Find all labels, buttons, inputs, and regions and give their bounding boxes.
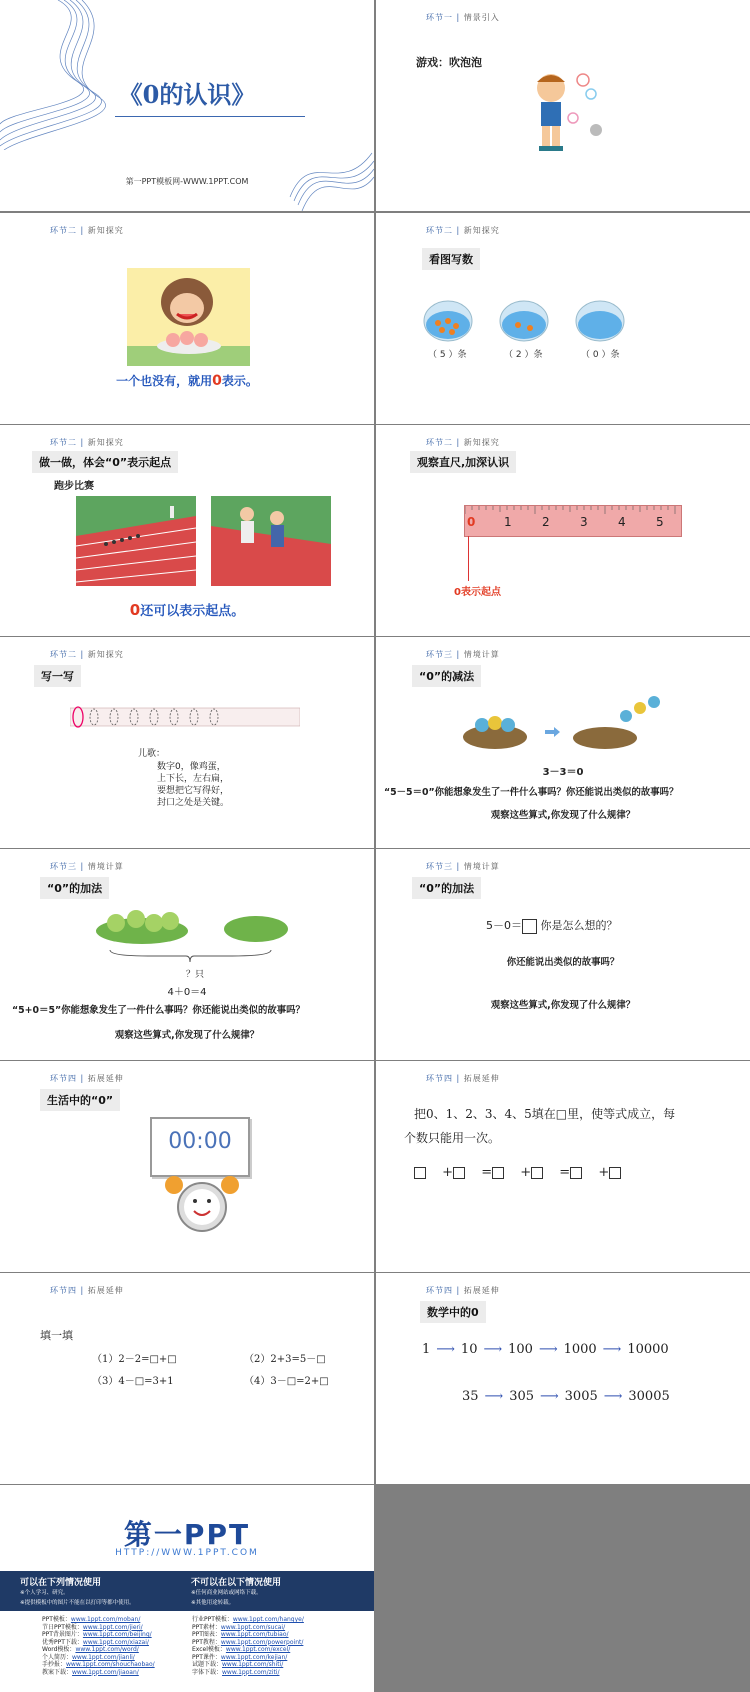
section-tag: 环节四 | 拓展延伸 bbox=[426, 1286, 500, 1295]
slide-10-addition-zero bbox=[376, 849, 750, 1060]
birds-flying-icon bbox=[570, 692, 665, 750]
section-label: “0”的加法 bbox=[40, 877, 109, 899]
bowl-count-3: （ 0 ）条 bbox=[581, 350, 620, 360]
pointer-line bbox=[468, 536, 469, 581]
blank-2[interactable] bbox=[453, 1167, 465, 1179]
game-label: 游戏：吹泡泡 bbox=[416, 56, 482, 69]
link-row[interactable]: 教案下载：www.1ppt.com/jiaoan/ bbox=[42, 1668, 139, 1676]
link-row[interactable]: 行业PPT模板：www.1ppt.com/hangye/ bbox=[192, 1616, 304, 1623]
bird-nest-full-icon bbox=[460, 705, 530, 750]
usage-banner bbox=[0, 1571, 374, 1611]
exercise-title: 填一填 bbox=[40, 1329, 73, 1342]
link-row[interactable]: PPT图表：www.1ppt.com/tubiao/ bbox=[192, 1631, 289, 1638]
bowl-count-1: （ 5 ）条 bbox=[428, 350, 467, 360]
brace-icon bbox=[108, 948, 273, 964]
section-tag: 环节二 | 新知探究 bbox=[50, 438, 124, 447]
section-label: 生活中的“0” bbox=[40, 1089, 120, 1111]
slide-13-fill-in bbox=[0, 1273, 374, 1484]
subtraction-question: “5－5＝0”你能想象发生了一件什么事吗？你还能说出类似的故事吗？ bbox=[384, 787, 679, 798]
link-row[interactable]: 优秀PPT下载：www.1ppt.com/xiazai/ bbox=[42, 1638, 149, 1646]
instruction-line-2: 个数只能用一次。 bbox=[404, 1131, 501, 1145]
slide-8-subtraction bbox=[376, 637, 750, 848]
blank-5[interactable] bbox=[570, 1167, 582, 1179]
fishbowl-0-icon bbox=[572, 293, 628, 343]
ruler-tick-2: 2 bbox=[542, 515, 550, 529]
slide-3-monkey bbox=[0, 213, 374, 424]
ruler-tick-1: 1 bbox=[504, 515, 512, 529]
section-label: 观察直尺,加深认识 bbox=[410, 451, 516, 473]
section-tag: 环节一 | 情景引入 bbox=[426, 13, 500, 22]
link-row[interactable]: PPT素材：www.1ppt.com/sucai/ bbox=[192, 1623, 286, 1631]
rhyme-line-2: 上下长，左右扁， bbox=[157, 774, 230, 784]
pattern-question: 观察这些算式,你发现了什么规律？ bbox=[490, 1000, 636, 1011]
blank-equation: + = + = + bbox=[414, 1165, 621, 1180]
section-tag: 环节四 | 拓展延伸 bbox=[50, 1286, 124, 1295]
frogs-on-lily-pad-icon bbox=[94, 905, 190, 945]
start-point-text: 0还可以表示起点。 bbox=[129, 601, 245, 619]
running-track-icon bbox=[76, 496, 196, 586]
brand-url[interactable]: HTTP://WWW.1PPT.COM bbox=[115, 1548, 259, 1558]
slide-2-bubbles bbox=[376, 0, 750, 211]
section-label: 做一做，体会“0”表示起点 bbox=[32, 451, 178, 473]
link-row[interactable]: PPT背景图片：www.1ppt.com/beijing/ bbox=[42, 1631, 152, 1638]
slide-14-zero-in-math bbox=[376, 1273, 750, 1484]
clock-display bbox=[150, 1117, 250, 1177]
equation-with-blank: 5－0＝ 你是怎么想的？ bbox=[486, 919, 618, 932]
section-label: “0”的加法 bbox=[412, 877, 481, 899]
slide-6-ruler bbox=[376, 425, 750, 636]
bowl-count-2: （ 2 ）条 bbox=[504, 350, 543, 360]
link-row[interactable]: PPT教程：www.1ppt.com/powerpoint/ bbox=[192, 1638, 304, 1646]
runners-icon bbox=[211, 496, 331, 586]
cannot-use-1: ※任何商业网站或网络下载。 bbox=[191, 1590, 262, 1596]
link-row[interactable]: 手抄报：www.1ppt.com/shouchaobao/ bbox=[42, 1661, 155, 1668]
zero-meaning-text: 一个也没有，就用0表示。 bbox=[116, 373, 258, 389]
subtraction-pattern: 观察这些算式,你发现了什么规律？ bbox=[490, 810, 636, 821]
race-subtitle: 跑步比赛 bbox=[54, 481, 94, 492]
rhyme-title: 儿歌： bbox=[138, 749, 166, 759]
ruler bbox=[464, 505, 682, 537]
section-label: “0”的减法 bbox=[412, 665, 481, 687]
ruler-tick-3: 3 bbox=[580, 515, 588, 529]
ruler-ticks-icon bbox=[465, 506, 681, 536]
subtraction-equation: 3－3＝0 bbox=[542, 767, 584, 778]
slide-11-clock bbox=[0, 1061, 374, 1272]
slide-4-fishbowls bbox=[376, 213, 750, 424]
unknown-count: ？只 bbox=[186, 970, 205, 980]
boy-blowing-bubbles-icon bbox=[501, 68, 611, 158]
cannot-use-title: 不可以在以下情况使用 bbox=[191, 1578, 282, 1588]
empty-lily-pad-icon bbox=[222, 913, 290, 945]
links-left bbox=[42, 1616, 155, 1676]
slide-15-credits bbox=[0, 1485, 374, 1692]
slide-12-fill-numbers bbox=[376, 1061, 750, 1272]
ruler-tick-4: 4 bbox=[618, 515, 626, 529]
exercise-item-1: （1）2－2=□+□ bbox=[92, 1354, 177, 1365]
section-tag: 环节四 | 拓展延伸 bbox=[426, 1074, 500, 1083]
title-underline bbox=[115, 116, 305, 117]
link-row[interactable]: PPT课件：www.1ppt.com/kejian/ bbox=[192, 1653, 288, 1661]
ruler-tick-5: 5 bbox=[656, 515, 664, 529]
fishbowl-5-icon bbox=[420, 293, 476, 343]
sequence-1: 1 ⟶ 10 ⟶ 100 ⟶ 1000 ⟶ 10000 bbox=[422, 1342, 669, 1357]
section-tag: 环节二 | 新知探究 bbox=[426, 438, 500, 447]
link-row[interactable]: Word模板：www.1ppt.com/word/ bbox=[42, 1646, 139, 1653]
alarm-clock-icon bbox=[162, 1175, 242, 1235]
slide-footer-text: 第一PPT模板网-WWW.1PPT.COM bbox=[125, 177, 249, 186]
rhyme-line-3: 要想把它写得好， bbox=[157, 786, 230, 796]
can-use-1: ※个人学习、研究。 bbox=[20, 1590, 69, 1596]
can-use-2: ※提供模板中的图片不能在以打印等都中使用。 bbox=[20, 1600, 135, 1606]
cannot-use-2: ※其他用途转载。 bbox=[191, 1600, 235, 1606]
slide-7-write bbox=[0, 637, 374, 848]
slide-5-race bbox=[0, 425, 374, 636]
section-tag: 环节三 | 情境计算 bbox=[426, 862, 500, 871]
exercise-item-4: （4）3－□=2+□ bbox=[244, 1376, 329, 1387]
blank-4[interactable] bbox=[531, 1167, 543, 1179]
section-label: 看图写数 bbox=[422, 248, 480, 270]
brand-logo: 第一PPT bbox=[123, 1518, 251, 1551]
ruler-tick-0: 0 bbox=[467, 515, 476, 529]
link-row[interactable]: 试题下载：www.1ppt.com/shiti/ bbox=[192, 1661, 284, 1668]
link-row[interactable]: Excel模板：www.1ppt.com/excel/ bbox=[192, 1646, 291, 1653]
rhyme-line-4: 封口之处是关键。 bbox=[157, 798, 230, 808]
blank-1[interactable] bbox=[414, 1167, 426, 1179]
fishbowl-2-icon bbox=[496, 293, 552, 343]
slide-9-addition bbox=[0, 849, 374, 1060]
monkey-icon bbox=[127, 268, 250, 366]
slide-1-title bbox=[0, 0, 374, 211]
section-label: 写一写 bbox=[34, 665, 81, 687]
story-question: 你还能说出类似的故事吗？ bbox=[506, 957, 620, 968]
link-row[interactable]: 字体下载：www.1ppt.com/ziti/ bbox=[192, 1668, 280, 1676]
arrow-right-icon bbox=[545, 727, 561, 737]
addition-question: “5+0＝5”你能想象发生了一件什么事吗？你还能说出类似的故事吗？ bbox=[12, 1005, 305, 1016]
section-tag: 环节二 | 新知探究 bbox=[50, 226, 124, 235]
slide-title: 《0的认识》 bbox=[118, 80, 256, 109]
section-label: 数学中的0 bbox=[420, 1301, 486, 1323]
blank-6[interactable] bbox=[609, 1167, 621, 1179]
writing-grid-icon bbox=[70, 703, 300, 731]
section-tag: 环节二 | 新知探究 bbox=[426, 226, 500, 235]
link-row[interactable]: PPT模板：www.1ppt.com/moban/ bbox=[42, 1616, 141, 1623]
exercise-item-2: （2）2+3=5－□ bbox=[244, 1354, 326, 1365]
answer-box[interactable] bbox=[522, 919, 537, 934]
section-tag: 环节三 | 情境计算 bbox=[426, 650, 500, 659]
rhyme-line-1: 数字0，像鸡蛋， bbox=[157, 762, 226, 772]
section-tag: 环节三 | 情境计算 bbox=[50, 862, 124, 871]
blank-3[interactable] bbox=[492, 1167, 504, 1179]
monkey-eating-peaches-image bbox=[127, 268, 250, 366]
sequence-2: 35 ⟶ 305 ⟶ 3005 ⟶ 30005 bbox=[462, 1389, 670, 1404]
exercise-item-3: （3）4－□=3+1 bbox=[92, 1376, 174, 1387]
addition-equation: 4＋0＝4 bbox=[167, 987, 207, 998]
section-tag: 环节四 | 拓展延伸 bbox=[50, 1074, 124, 1083]
section-tag: 环节二 | 新知探究 bbox=[50, 650, 124, 659]
link-row[interactable]: 个人简历：www.1ppt.com/jianli/ bbox=[42, 1653, 135, 1661]
can-use-title: 可以在下列情况使用 bbox=[20, 1578, 102, 1588]
clock-time: 00:00 bbox=[168, 1129, 232, 1154]
link-row[interactable]: 节日PPT模板：www.1ppt.com/jieri/ bbox=[42, 1623, 143, 1631]
start-note: 0表示起点 bbox=[454, 587, 501, 598]
links-right bbox=[192, 1616, 304, 1676]
addition-pattern: 观察这些算式,你发现了什么规律？ bbox=[114, 1030, 260, 1041]
instruction-line-1: 把0、1、2、3、4、5填在□里，使等式成立，每 bbox=[414, 1107, 676, 1121]
